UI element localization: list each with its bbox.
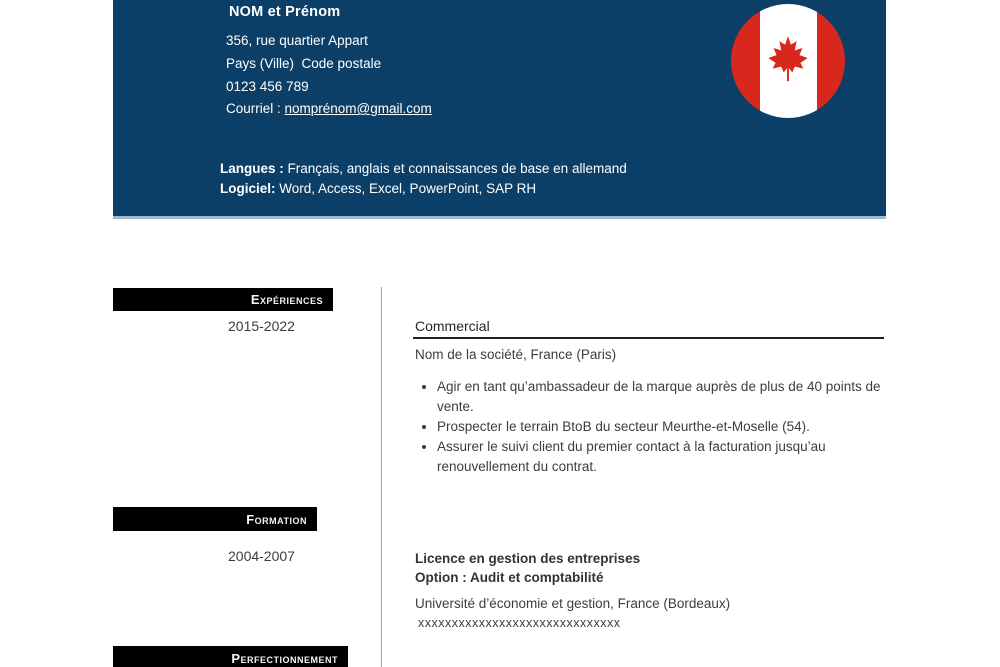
flag-left-band [731, 4, 760, 118]
section-label-perfectionnement: Perfectionnement [231, 650, 338, 666]
degree-block [415, 549, 640, 587]
email-label: Courriel : [226, 101, 285, 116]
languages-label: Langues : [220, 161, 284, 176]
languages-text: Français, anglais et connaissances de base en allemand [283, 161, 627, 176]
formation-period: 2004-2007 [228, 548, 295, 564]
section-label-experiences: Expériences [250, 292, 323, 307]
job-title: Commercial [413, 318, 884, 339]
section-label-formation: Formation [246, 511, 307, 527]
email-link[interactable]: nomprénom@gmail.com [284, 101, 432, 116]
experience-bullet: • Assurer le suivi client du premier contact à la facturation jusqu’au renouvellement du contrat. [437, 437, 882, 477]
section-bar-formation [113, 507, 317, 531]
flag-center-band [760, 4, 817, 118]
person-name: NOM et Prénom [229, 4, 341, 20]
address-line-1: 356, rue quartier Appart [226, 33, 368, 48]
phone-number: 0123 456 789 [226, 79, 309, 94]
experiences-period: 2015-2022 [228, 318, 295, 334]
section-bar-perfectionnement [113, 646, 348, 667]
header-block [113, 0, 886, 219]
software-label: Logiciel: [220, 181, 276, 196]
maple-leaf-icon [764, 26, 812, 92]
degree-option: Option : Audit et comptabilité [415, 570, 604, 585]
canada-flag-icon [731, 4, 845, 118]
flag-right-band [817, 4, 846, 118]
software-line [220, 181, 536, 196]
experience-bullet-list [437, 377, 882, 477]
degree-title: Licence en gestion des entreprises [415, 551, 641, 566]
experience-bullet: • Agir en tant qu’ambassadeur de la marque auprès de plus de 40 points de vente. [437, 377, 882, 417]
column-divider [381, 287, 382, 667]
email-line [226, 101, 432, 116]
languages-line [220, 161, 627, 176]
address-line-2: Pays (Ville) Code postale [226, 56, 382, 71]
software-text: Word, Access, Excel, PowerPoint, SAP RH [275, 181, 537, 196]
school-line: Université d’économie et gestion, France (Bordeaux) [415, 596, 731, 611]
company-line: Nom de la société, France (Paris) [415, 347, 617, 362]
experience-bullet: • Prospecter le terrain BtoB du secteur Meurthe-et-Moselle (54). [437, 417, 882, 437]
section-bar-experiences [113, 288, 333, 311]
placeholder-row: xxxxxxxxxxxxxxxxxxxxxxxxxxxxxx [418, 616, 621, 630]
